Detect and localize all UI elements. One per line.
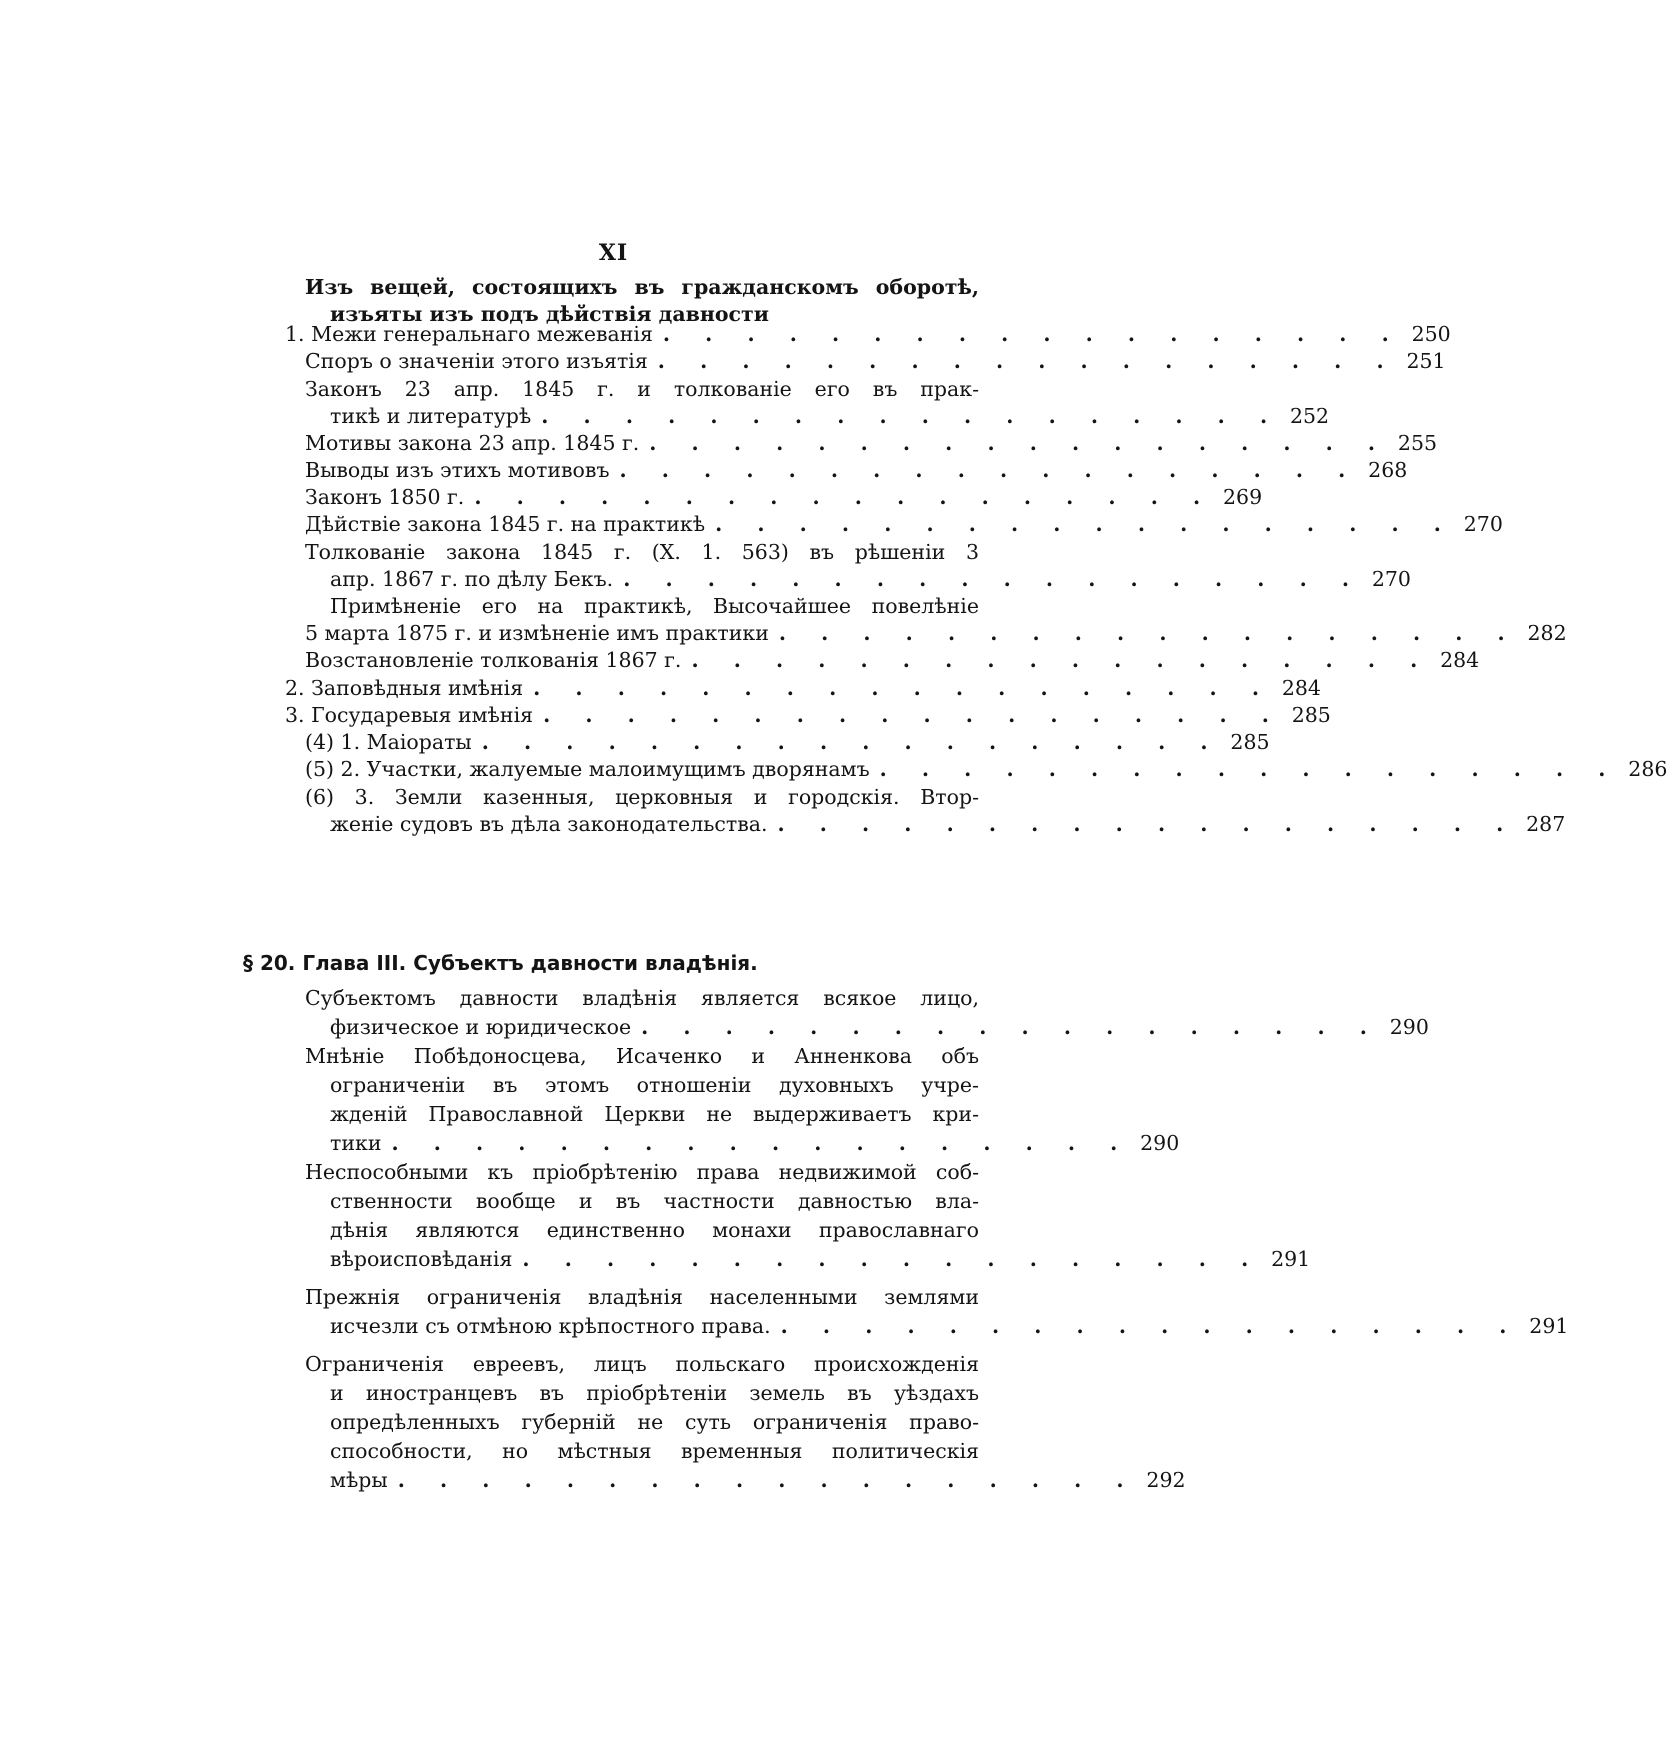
toc-entry-title: мѣры [330, 1468, 388, 1492]
toc-entry-line: ственности вообще и въ частности давностью вла- [330, 1189, 979, 1213]
block-heading-line-1: Изъ вещей, состоящихъ въ гражданскомъ оборотѣ, [305, 275, 979, 299]
toc-entry [330, 1012, 1429, 1042]
toc-leader-dots: . . . . . . . . . . . . . . . . . . [715, 512, 1455, 536]
toc-leader-dots: . . . . . . . . . . . . . . . . . . [397, 1468, 1138, 1492]
toc-page-ref: 290 [1140, 1131, 1180, 1155]
toc-entry-line: Ограниченія евреевъ, лицъ польскаго происхожденія [305, 1352, 979, 1376]
toc-page-ref: 250 [1411, 322, 1451, 346]
toc-entry [305, 509, 1503, 539]
toc-entry [305, 346, 1446, 376]
toc-page-ref: 252 [1289, 404, 1330, 428]
toc-entry-title: 5 марта 1875 г. и измѣненіе имъ практики [305, 621, 769, 645]
toc-entry [305, 428, 1438, 458]
toc-entry [285, 700, 1331, 730]
toc-entry-line: жденій Православной Церкви не выдерживаетъ кри- [330, 1102, 979, 1126]
toc-entry-title: Законъ 1850 г. [305, 485, 465, 509]
toc-entry [330, 401, 1330, 431]
toc-page-ref: 292 [1146, 1468, 1186, 1492]
toc-leader-dots: . . . . . . . . . . . . . . . . . . [778, 621, 1519, 645]
toc-entry [330, 1311, 1569, 1341]
toc-page-ref: 255 [1397, 431, 1438, 455]
toc-page-ref: 268 [1368, 458, 1408, 482]
toc-page-ref: 285 [1291, 703, 1331, 727]
toc-entry-line: Толкованіе закона 1845 г. (X. 1. 563) въ рѣшеніи 3 [305, 540, 979, 564]
toc-leader-dots: . . . . . . . . . . . . . . . . . . [522, 1247, 1263, 1271]
toc-entry [305, 482, 1263, 512]
toc-entry [330, 564, 1411, 594]
toc-entry-title: 2. Заповѣдныя имѣнія [285, 676, 524, 700]
toc-leader-dots: . . . . . . . . . . . . . . . . . . [641, 1015, 1381, 1039]
toc-entry-line: дѣнія являются единственно монахи православнаго [330, 1218, 979, 1242]
toc-entry [330, 1128, 1180, 1158]
toc-leader-dots: . . . . . . . . . . . . . . . . . . [619, 458, 1360, 482]
toc-page-ref: 291 [1529, 1314, 1569, 1338]
toc-leader-dots: . . . . . . . . . . . . . . . . . . [474, 485, 1215, 509]
toc-page-ref: 287 [1526, 812, 1566, 836]
toc-leader-dots: . . . . . . . . . . . . . . . . . . [623, 567, 1363, 591]
toc-entry [305, 455, 1408, 485]
toc-entry [305, 645, 1480, 675]
toc-entry-line: Мнѣніе Побѣдоносцева, Исаченко и Анненкова объ [305, 1044, 979, 1068]
toc-entry-line: и иностранцевъ въ пріобрѣтеніи земель въ уѣздахъ [330, 1381, 979, 1405]
toc-entry-title: Дѣйствіе закона 1845 г. на практикѣ [305, 512, 706, 536]
toc-entry-title: тики [330, 1131, 382, 1155]
toc-entry-line: способности, но мѣстныя временныя политическія [330, 1439, 979, 1463]
section-title: § 20. Глава III. Субъектъ давности владѣнія. [243, 951, 758, 975]
toc-entry [305, 727, 1270, 757]
toc-entry-title: 1. Межи генеральнаго межеванія [285, 322, 653, 346]
toc-entry-title: исчезли съ отмѣною крѣпостного права. [330, 1314, 771, 1338]
block-heading-line-2: изъяты изъ подъ дѣйствія давности [330, 302, 769, 326]
toc-entry [330, 1244, 1311, 1274]
toc-leader-dots: . . . . . . . . . . . . . . . . . . [777, 812, 1518, 836]
toc-leader-dots: . . . . . . . . . . . . . . . . . . [657, 349, 1398, 373]
toc-page-ref: 270 [1463, 512, 1503, 536]
toc-leader-dots: . . . . . . . . . . . . . . . . . . [879, 757, 1620, 781]
toc-entry-title: 3. Государевыя имѣнія [285, 703, 534, 727]
toc-entry [285, 673, 1321, 703]
toc-page-ref: 290 [1389, 1015, 1429, 1039]
toc-entry-title: вѣроисповѣданія [330, 1247, 513, 1271]
toc-page-ref: 284 [1281, 676, 1321, 700]
toc-page-ref: 284 [1440, 648, 1480, 672]
toc-leader-dots: . . . . . . . . . . . . . . . . . . [780, 1314, 1521, 1338]
toc-entry-line: опредѣленныхъ губерній не суть ограниченія право- [330, 1410, 979, 1434]
toc-entry-title: Выводы изъ этихъ мотивовъ [305, 458, 610, 482]
toc-entry [305, 618, 1567, 648]
toc-page-ref: 291 [1271, 1247, 1311, 1271]
toc-entry-line: Законъ 23 апр. 1845 г. и толкованіе его въ прак- [305, 377, 979, 401]
toc-page-ref: 270 [1371, 567, 1411, 591]
toc-entry-title: Возстановленіе толкованія 1867 г. [305, 648, 682, 672]
toc-leader-dots: . . . . . . . . . . . . . . . . . . [649, 431, 1390, 455]
toc-entry-title: (5) 2. Участки, жалуемые малоимущимъ дворянамъ [305, 757, 870, 781]
toc-entry [305, 754, 1667, 784]
toc-leader-dots: . . . . . . . . . . . . . . . . . . [541, 404, 1282, 428]
toc-entry [330, 1465, 1186, 1495]
toc-entry-line: Примѣненіе его на практикѣ, Высочайшее повелѣніе [330, 594, 979, 618]
toc-entry [330, 809, 1566, 839]
toc-leader-dots: . . . . . . . . . . . . . . . . . . [391, 1131, 1132, 1155]
toc-leader-dots: . . . . . . . . . . . . . . . . . . [481, 730, 1222, 754]
toc-page-ref: 269 [1222, 485, 1263, 509]
toc-entry [285, 319, 1451, 349]
toc-entry-line: ограниченіи въ этомъ отношеніи духовныхъ учре- [330, 1073, 979, 1097]
toc-entry-title: тикѣ и литературѣ [330, 404, 532, 428]
toc-entry-title: (4) 1. Маіораты [305, 730, 472, 754]
toc-page-ref: 282 [1527, 621, 1567, 645]
toc-entry-line: (6) 3. Земли казенныя, церковныя и городскія. Втор- [305, 785, 979, 809]
toc-entry-line: Субъектомъ давности владѣнія является всякое лицо, [305, 986, 979, 1010]
toc-leader-dots: . . . . . . . . . . . . . . . . . . [543, 703, 1283, 727]
toc-leader-dots: . . . . . . . . . . . . . . . . . . [662, 322, 1403, 346]
toc-entry-title: физическое и юридическое [330, 1015, 632, 1039]
page-number: XI [598, 240, 629, 266]
toc-page-ref: 286 [1628, 757, 1667, 781]
toc-entry-line: Прежнія ограниченія владѣнія населенными землями [305, 1285, 979, 1309]
toc-page-ref: 285 [1230, 730, 1270, 754]
toc-entry-line: Неспособными къ пріобрѣтенію права недвижимой соб- [305, 1160, 979, 1184]
toc-leader-dots: . . . . . . . . . . . . . . . . . . [691, 648, 1432, 672]
toc-entry-title: апр. 1867 г. по дѣлу Бекъ. [330, 567, 614, 591]
toc-page-ref: 251 [1406, 349, 1446, 373]
toc-leader-dots: . . . . . . . . . . . . . . . . . . [533, 676, 1273, 700]
toc-entry-title: Споръ о значеніи этого изъятія [305, 349, 648, 373]
toc-entry-title: женіе судовъ въ дѣла законодательства. [330, 812, 768, 836]
toc-entry-title: Мотивы закона 23 апр. 1845 г. [305, 431, 640, 455]
